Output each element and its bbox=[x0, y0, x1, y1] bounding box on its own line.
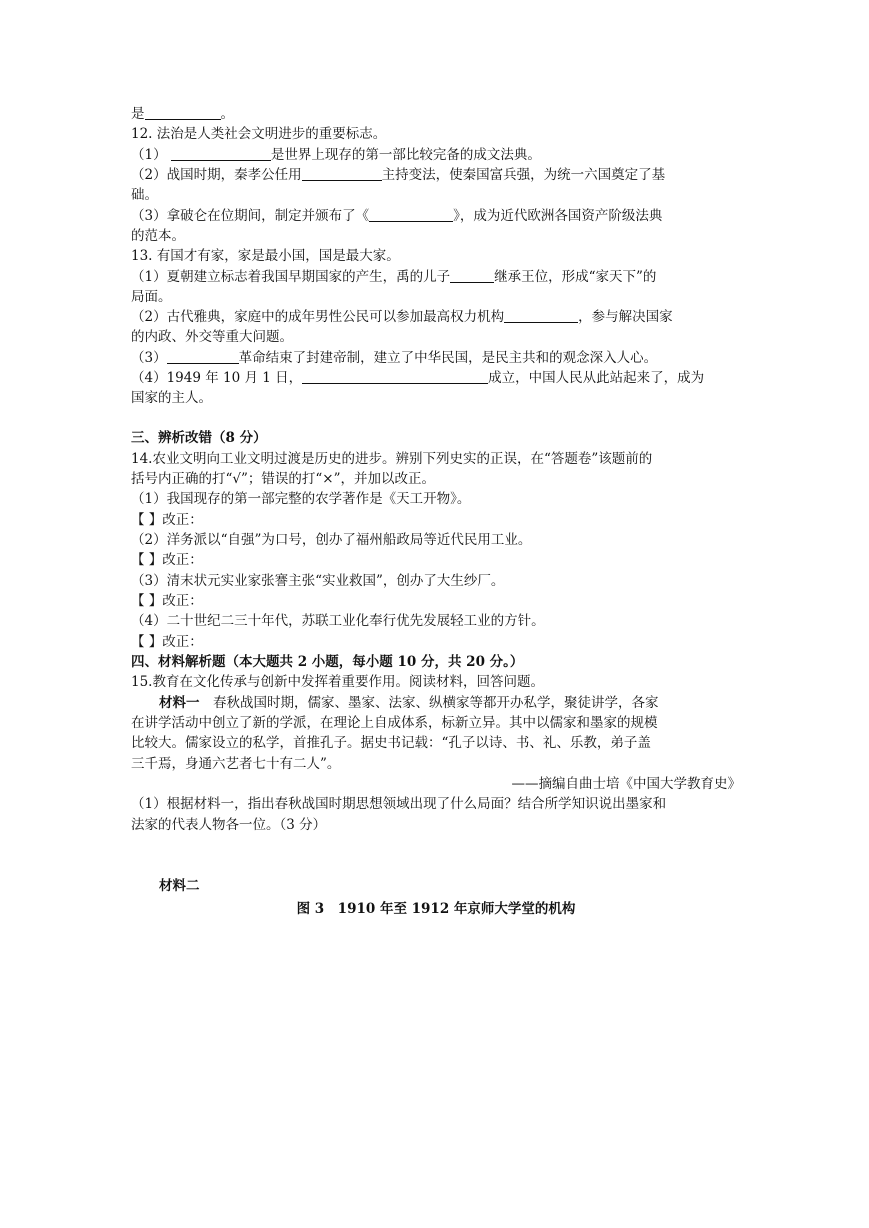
q13-part3: （3） 革命结束了封建帝制，建立了中华民国，是民主共和的观念深入人心。 bbox=[131, 350, 658, 366]
q13-part2: （2）古代雅典，家庭中的成年男性公民可以参加最高权力机构 ，参与解决国家 bbox=[131, 309, 673, 325]
answer-blank[interactable] bbox=[302, 369, 488, 384]
q13-part4-cont: 国家的主人。 bbox=[131, 390, 212, 406]
answer-blank[interactable] bbox=[369, 207, 453, 222]
q15-1-line1: （1）根据材料一，指出春秋战国时期思想领域出现了什么局面？结合所学知识说出墨家和 bbox=[131, 796, 667, 812]
q13-stem: 13. 有国才有家，家是最小国，国是最大家。 bbox=[131, 248, 400, 264]
q12-stem: 12. 法治是人类社会文明进步的重要标志。 bbox=[131, 126, 387, 142]
material1-line3: 比较大。儒家设立的私学，首推孔子。据史书记载：“孔子以诗、书、礼、乐教，弟子盖 bbox=[131, 735, 651, 751]
q15-1-line2: 法家的代表人物各一位。（3 分） bbox=[131, 817, 327, 833]
q14-answer-bracket[interactable]: 【 】改正： bbox=[131, 552, 203, 568]
answer-blank[interactable] bbox=[302, 166, 382, 181]
material1-line1: 材料一 春秋战国时期，儒家、墨家、法家、纵横家等都开办私学，聚徒讲学，各家 bbox=[159, 695, 659, 711]
material1-source: ——摘编自曲士培《中国大学教育史》 bbox=[511, 776, 741, 792]
material1-line2: 在讲学活动中创立了新的学派，在理论上自成体系，标新立异。其中以儒家和墨家的规模 bbox=[131, 715, 658, 731]
q13-part1-cont: 局面。 bbox=[131, 289, 172, 305]
q12-part3: （3）拿破仑在位期间，制定并颁布了《 》，成为近代欧洲各国资产阶级法典 bbox=[131, 208, 663, 224]
q14-stem-line1: 14.农业文明向工业文明过渡是历史的进步。辨别下列史实的正误，在“答题卷”该题前的 bbox=[131, 451, 653, 467]
q14-item: （3）清末状元实业家张謇主张“实业救国”，创办了大生纱厂。 bbox=[131, 573, 505, 589]
answer-blank[interactable] bbox=[504, 308, 578, 323]
answer-blank[interactable] bbox=[171, 146, 271, 161]
q13-part4: （4）1949 年 10 月 1 日， 成立，中国人民从此站起来了，成为 bbox=[131, 370, 705, 386]
q12-part1: （1） 是世界上现存的第一部比较完备的成文法典。 bbox=[131, 147, 541, 163]
q14-answer-bracket[interactable]: 【 】改正： bbox=[131, 634, 203, 650]
section3-heading: 三、辨析改错（8 分） bbox=[131, 430, 267, 446]
q15-stem: 15.教育在文化传承与创新中发挥着重要作用。阅读材料，回答问题。 bbox=[131, 674, 544, 690]
q14-stem-line2: 括号内正确的打“√”；错误的打“×”，并加以改正。 bbox=[131, 471, 436, 487]
q13-part2-cont: 的内政、外交等重大问题。 bbox=[131, 329, 293, 345]
q12-part3-cont: 的范本。 bbox=[131, 228, 185, 244]
q12-part2: （2）战国时期，秦孝公任用 主持变法，使秦国富兵强，为统一六国奠定了基 bbox=[131, 167, 666, 183]
q14-item: （1）我国现存的第一部完整的农学著作是《天工开物》。 bbox=[131, 491, 471, 507]
figure-caption: 图 3 1910 年至 1912 年京师大学堂的机构 bbox=[296, 901, 576, 917]
section4-heading: 四、材料解析题（本大题共 2 小题，每小题 10 分，共 20 分。） bbox=[131, 654, 524, 670]
q13-part1: （1）夏朝建立标志着我国早期国家的产生，禹的儿子 继承王位，形成“家天下”的 bbox=[131, 269, 657, 285]
material2-label: 材料二 bbox=[159, 878, 200, 894]
q14-answer-bracket[interactable]: 【 】改正： bbox=[131, 593, 203, 609]
q11-answer-line: 是 。 bbox=[131, 106, 234, 122]
q12-part2-cont: 础。 bbox=[131, 187, 158, 203]
material1-label: 材料一 bbox=[159, 695, 200, 711]
q14-item: （2）洋务派以“自强”为口号，创办了福州船政局等近代民用工业。 bbox=[131, 532, 532, 548]
answer-blank[interactable] bbox=[145, 105, 221, 120]
material1-line4: 三千焉，身通六艺者七十有二人”。 bbox=[131, 756, 341, 772]
q14-item: （4）二十世纪二三十年代，苏联工业化奉行优先发展轻工业的方针。 bbox=[131, 613, 545, 629]
q14-answer-bracket[interactable]: 【 】改正： bbox=[131, 512, 203, 528]
answer-blank[interactable] bbox=[167, 349, 239, 364]
answer-blank[interactable] bbox=[450, 268, 494, 283]
